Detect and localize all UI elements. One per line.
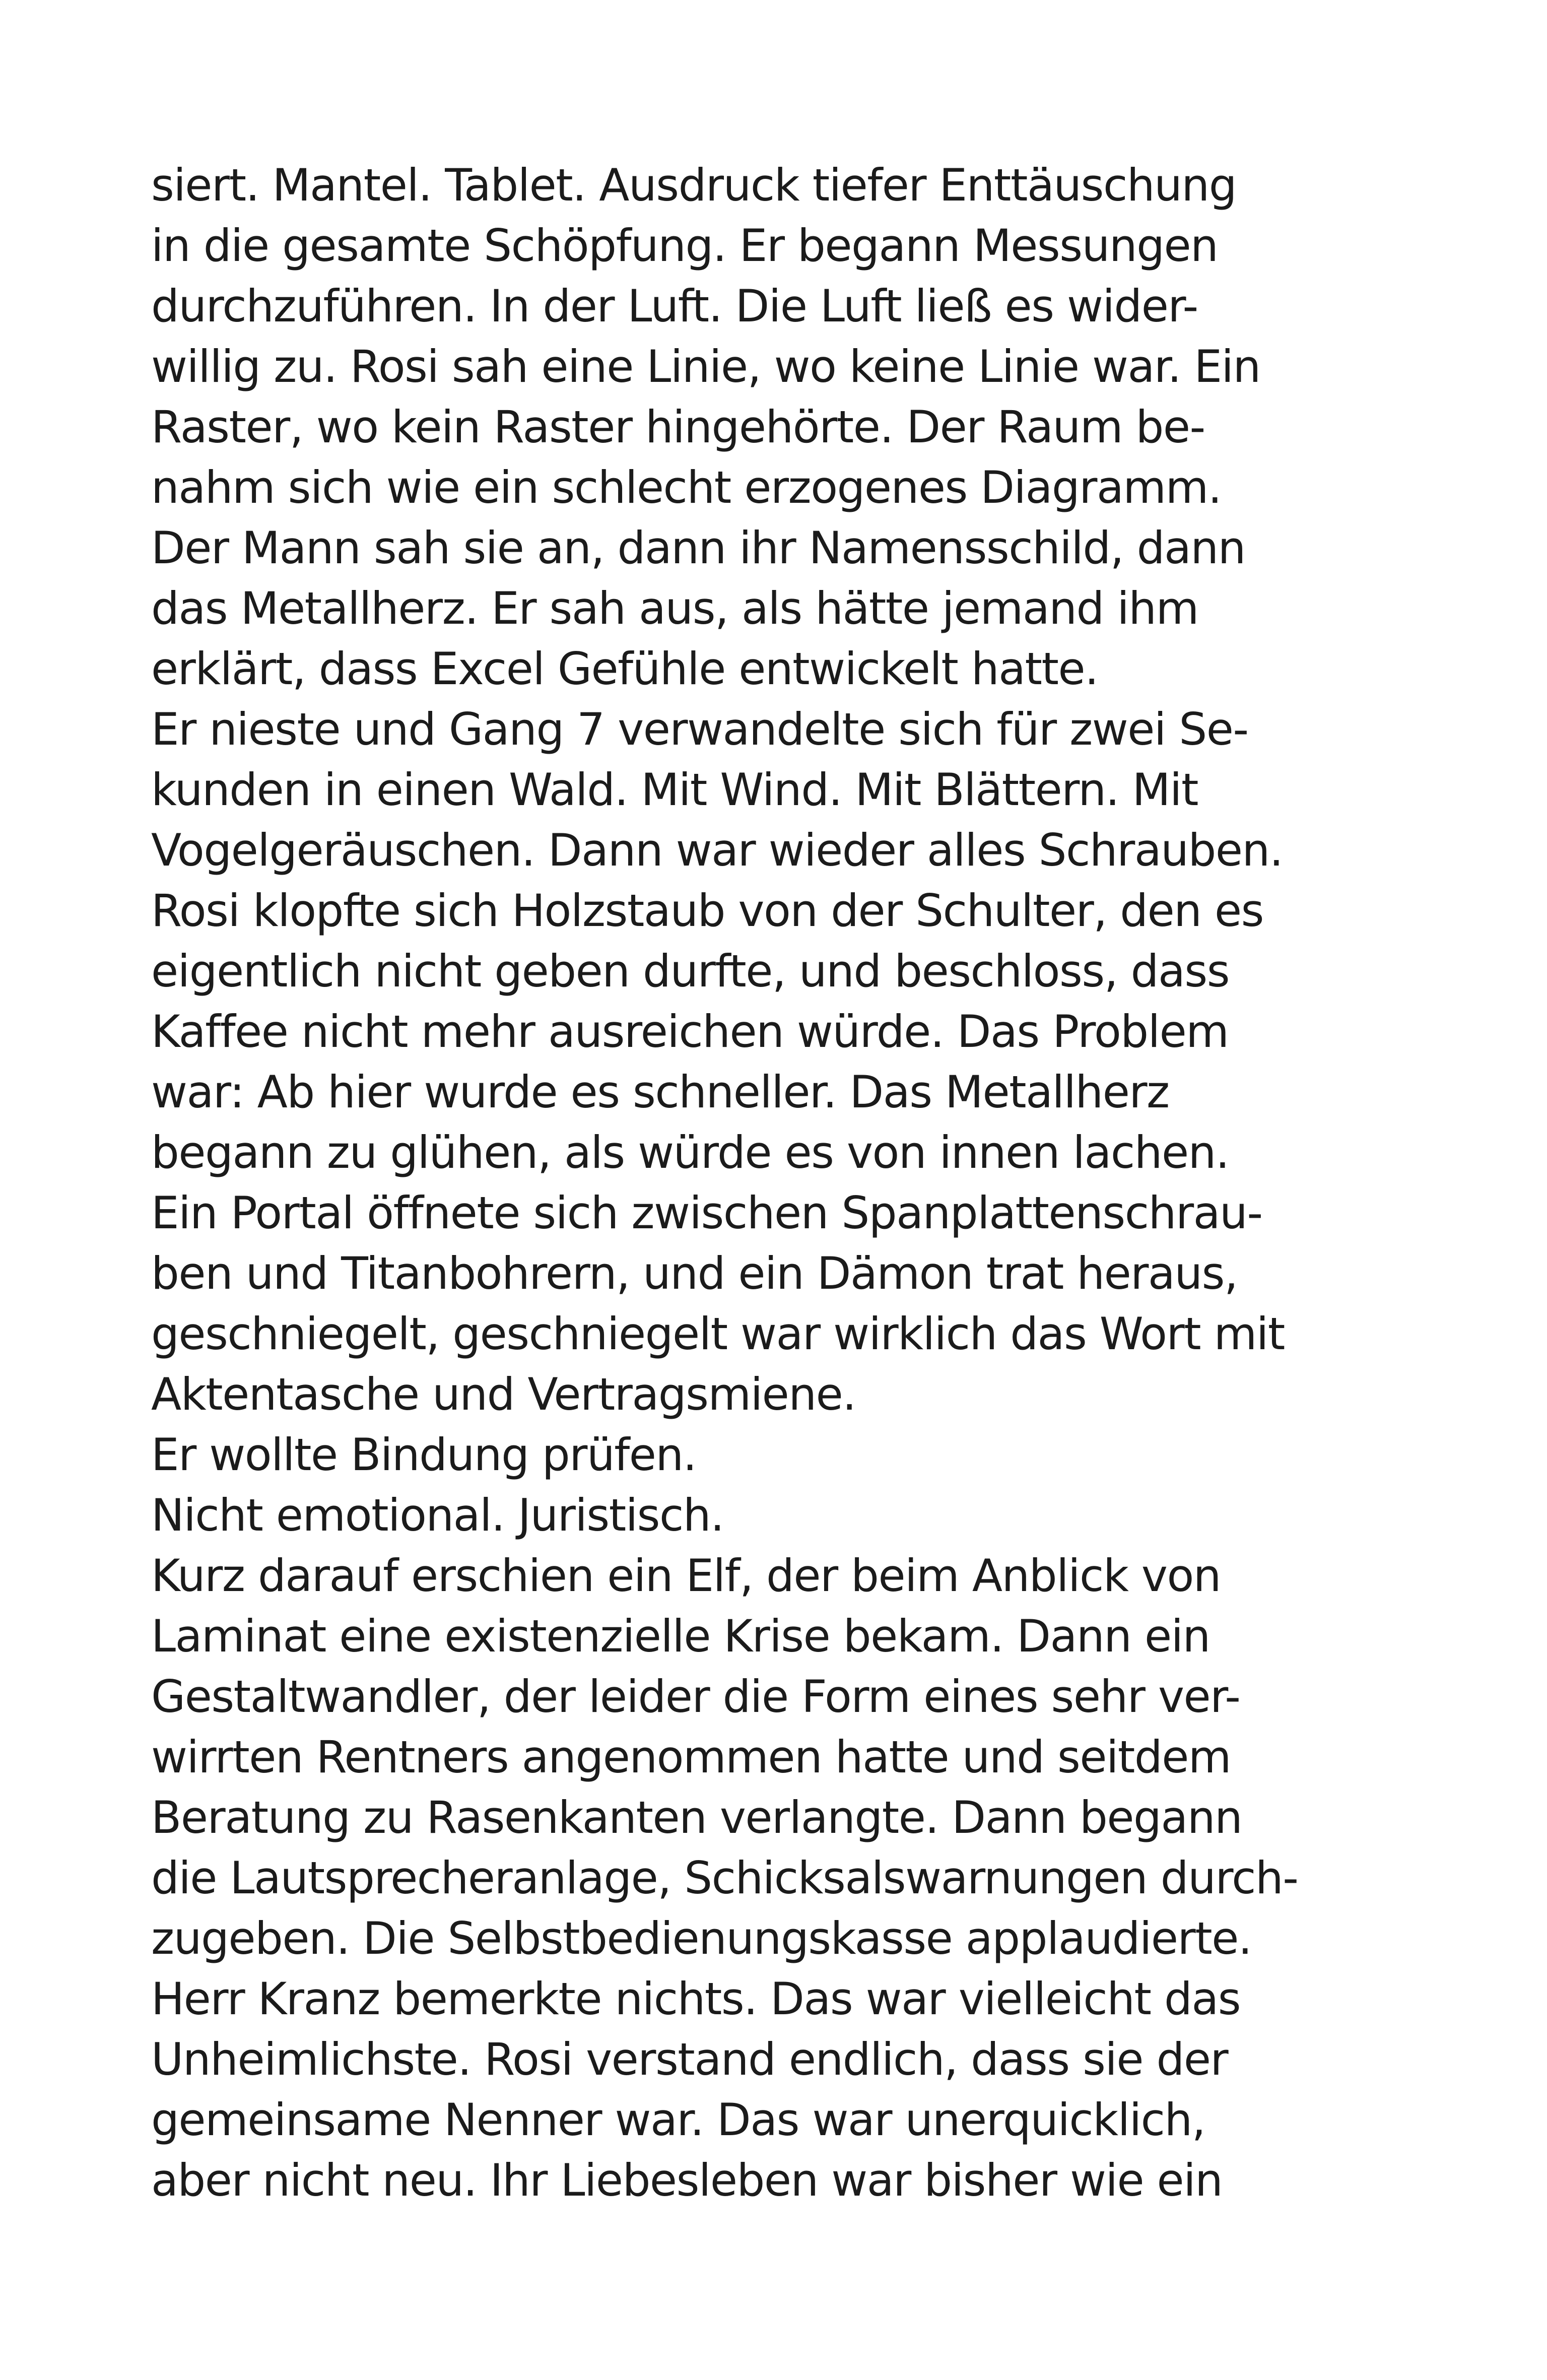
text-line: nahm sich wie ein schlecht erzogenes Diagramm. <box>151 461 1222 513</box>
text-line: die Lautsprecheranlage, Schicksalswarnungen durch- <box>151 1852 1298 1904</box>
text-line: Herr Kranz bemerkte nichts. Das war vielleicht das <box>151 1973 1241 2025</box>
body-text <box>151 155 1410 2211</box>
text-line: Ein Portal öffnete sich zwischen Spanplattenschrau- <box>151 1187 1262 1239</box>
text-line: Er wollte Bindung prüfen. <box>151 1429 697 1481</box>
text-line: Gestaltwandler, der leider die Form eines sehr ver- <box>151 1671 1240 1723</box>
text-line: Unheimlichste. Rosi verstand endlich, dass sie der <box>151 2033 1228 2085</box>
text-line: eigentlich nicht geben durfte, und beschloss, dass <box>151 945 1230 997</box>
text-line: ben und Titanbohrern, und ein Dämon trat heraus, <box>151 1247 1238 1299</box>
text-line: Nicht emotional. Juristisch. <box>151 1489 724 1541</box>
text-line: aber nicht neu. Ihr Liebesleben war bisher wie ein <box>151 2154 1223 2206</box>
text-line: erklärt, dass Excel Gefühle entwickelt hatte. <box>151 643 1098 695</box>
text-line: durchzuführen. In der Luft. Die Luft ließ es wider- <box>151 280 1198 332</box>
text-line: siert. Mantel. Tablet. Ausdruck tiefer Enttäuschung <box>151 159 1237 211</box>
text-line: Laminat eine existenzielle Krise bekam. Dann ein <box>151 1610 1210 1662</box>
text-line: begann zu glühen, als würde es von innen lachen. <box>151 1127 1229 1178</box>
text-line: war: Ab hier wurde es schneller. Das Metallherz <box>151 1066 1169 1118</box>
text-line: Kaffee nicht mehr ausreichen würde. Das Problem <box>151 1006 1229 1057</box>
text-line: kunden in einen Wald. Mit Wind. Mit Blättern. Mit <box>151 764 1198 816</box>
text-line: Aktentasche und Vertragsmiene. <box>151 1368 856 1420</box>
text-line: Rosi klopfte sich Holzstaub von der Schulter, den es <box>151 885 1263 937</box>
text-line: Kurz darauf erschien ein Elf, der beim Anblick von <box>151 1550 1221 1602</box>
text-line: wirrten Rentners angenommen hatte und seitdem <box>151 1731 1231 1783</box>
text-line: Er nieste und Gang 7 verwandelte sich für zwei Se- <box>151 703 1248 755</box>
text-line: willig zu. Rosi sah eine Linie, wo keine Linie war. Ein <box>151 341 1260 392</box>
text-line: das Metallherz. Er sah aus, als hätte jemand ihm <box>151 582 1198 634</box>
text-line: Beratung zu Rasenkanten verlangte. Dann begann <box>151 1792 1242 1843</box>
text-line: Der Mann sah sie an, dann ihr Namensschild, dann <box>151 522 1245 574</box>
text-line: zugeben. Die Selbstbedienungskasse applaudierte. <box>151 1912 1252 1964</box>
text-line: Raster, wo kein Raster hingehörte. Der Raum be- <box>151 401 1205 453</box>
text-line: geschniegelt, geschniegelt war wirklich das Wort mit <box>151 1308 1285 1360</box>
text-line: gemeinsame Nenner war. Das war unerquicklich, <box>151 2094 1205 2146</box>
text-line: Vogelgeräuschen. Dann war wieder alles Schrauben. <box>151 824 1283 876</box>
text-line: in die gesamte Schöpfung. Er begann Messungen <box>151 220 1218 272</box>
